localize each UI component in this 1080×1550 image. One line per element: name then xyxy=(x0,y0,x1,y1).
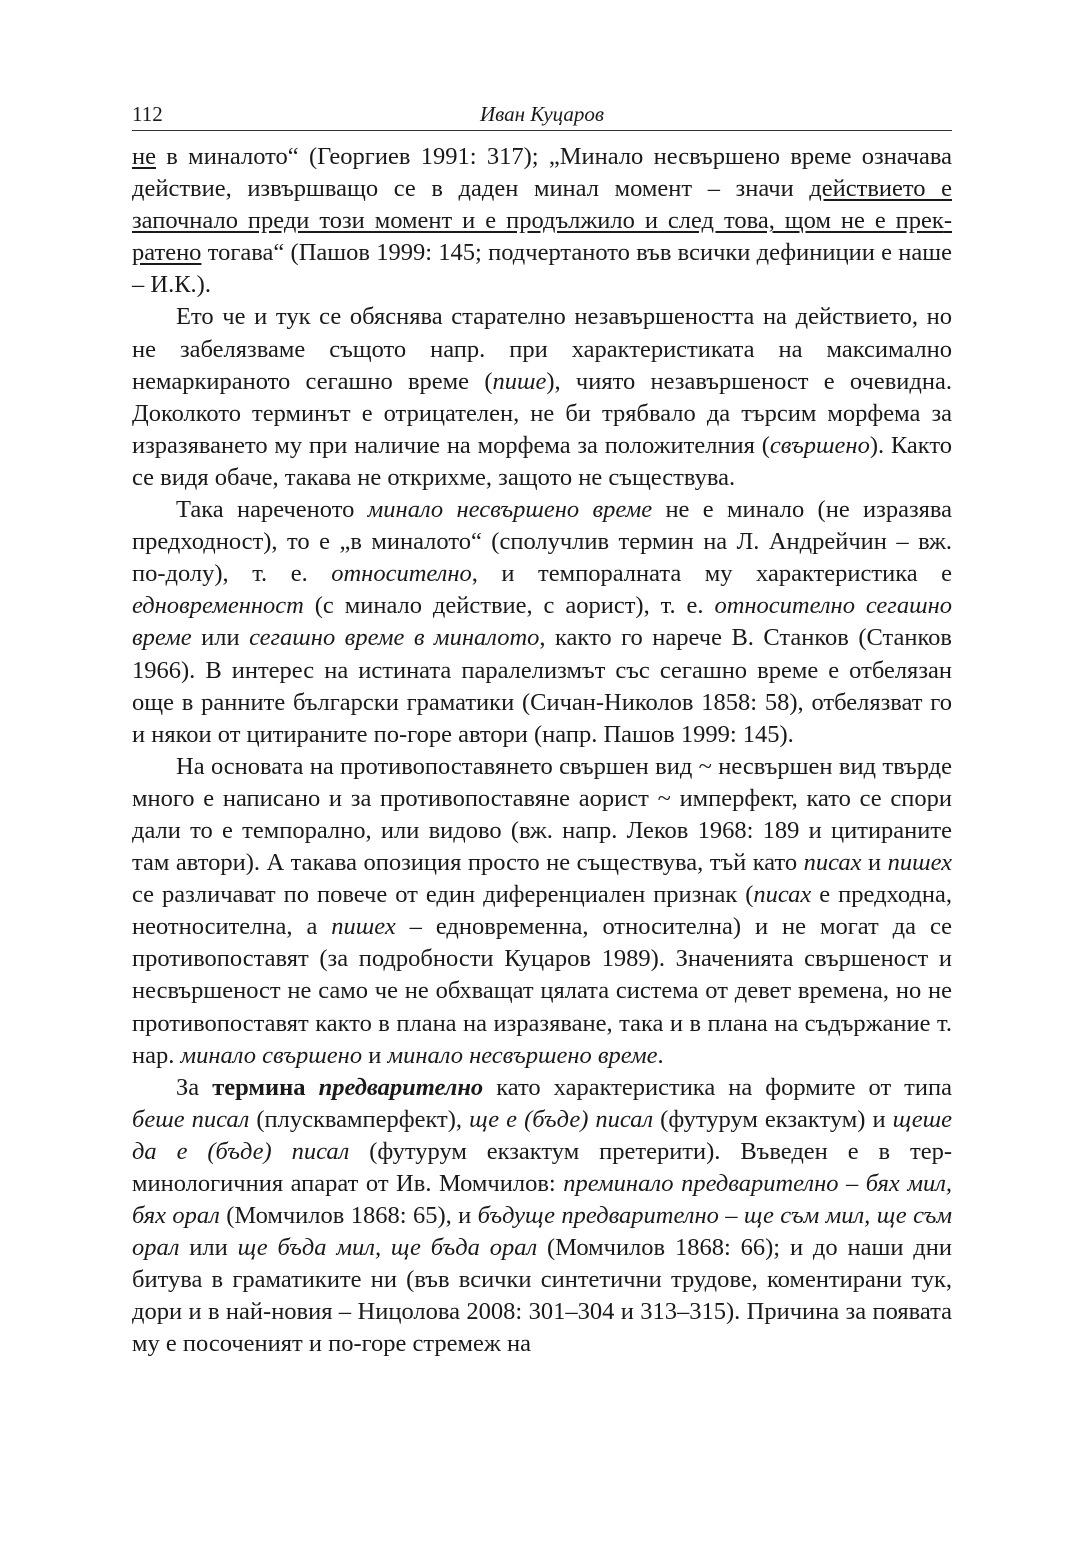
italic-text: бъдуще предварително – ще съм мил, ще съм орал xyxy=(132,1202,952,1262)
underlined-text: действието е започнало преди този момент и е продължило и след това, щом не е прекратено xyxy=(132,175,953,267)
text-run: (плусквамперфект), xyxy=(249,1105,470,1133)
text-run: не е минало (не изразява предходност), то е „в миналото“ (сполучлив термин на Л. Андрейчин – вж. по-долу), т. е. xyxy=(132,496,953,588)
italic-text: минало несвършено време xyxy=(367,496,653,524)
text-run: е предходна, неотносителна, а xyxy=(132,881,952,941)
text-run: (Момчилов 1868: 65), и xyxy=(219,1202,478,1230)
page-number: 112 xyxy=(132,102,163,126)
text-run: (с минало действие, с аорист), т. е. xyxy=(303,592,715,620)
italic-text: сегашно време в миналото xyxy=(249,624,540,652)
italic-text: минало несвършено време xyxy=(387,1041,658,1069)
paragraph xyxy=(132,141,952,301)
italic-text: ще бъда мил, ще бъда орал xyxy=(237,1234,538,1262)
text-run: Така нареченото xyxy=(176,496,368,524)
text-run: ). Както се видя обаче, такава не открихме, защото не съществува. xyxy=(132,431,953,491)
paragraph xyxy=(132,494,952,751)
underlined-text: не xyxy=(132,143,156,170)
text-run: . xyxy=(657,1041,664,1069)
book-page xyxy=(132,98,952,1361)
text-run: или xyxy=(191,624,250,652)
running-head-author: Иван Куцаров xyxy=(479,102,605,126)
text-run: тогава“ (Пашов 1999: 145; подчертаното във всички дефиниции е наше – И.К.). xyxy=(132,239,952,299)
text-run: и xyxy=(362,1041,388,1069)
italic-text: минало свършено xyxy=(180,1041,363,1069)
text-run: в миналото“ (Георгиев 1991: 317); „Минало несвършено време означава действие, извършващо се в даден минал момент – значи xyxy=(132,143,952,203)
bold-text: термина xyxy=(212,1073,319,1101)
text-run: (Момчилов 1868: 66); и до наши дни битува в граматиките ни (във всички синтетични трудове, коментирани тук, дори и в най-новия – Ницолова 2008: 301–304 и 313–315). Причина за появата му е посоченият и по-горе стремеж на xyxy=(132,1234,952,1358)
italic-text: щеше да е (бъде) писал xyxy=(132,1105,953,1165)
text-run: За xyxy=(176,1073,213,1101)
text-run: като характеристика на формите от типа xyxy=(483,1073,952,1101)
italic-text: беше писал xyxy=(132,1105,250,1133)
italic-text: пише xyxy=(492,367,547,395)
text-run: се различават по повече от един диференциален признак ( xyxy=(132,881,754,909)
italic-text: едновременност xyxy=(132,592,304,620)
italic-text: свършено xyxy=(769,431,870,459)
text-run: Ето че и тук се обяснява старателно незавършеността на действието, но не забелязваме същото напр. при характеристиката на максимално немаркираното сегашно време ( xyxy=(132,303,952,395)
paragraph xyxy=(132,1072,952,1361)
paragraph xyxy=(132,751,952,1072)
text-run: , и темпоралната му характеристика е xyxy=(471,560,952,588)
italic-text: ще е (бъде) писал xyxy=(469,1105,654,1133)
italic-text: относително xyxy=(331,560,472,588)
running-head xyxy=(132,98,952,131)
italic-text: преминало предварително – бях мил, бях орал xyxy=(132,1170,953,1230)
body-text xyxy=(132,141,952,1361)
text-run: (футурум екзактум претерити). Въведен е в терминологичния апарат от Ив. Момчилов: xyxy=(132,1137,952,1197)
text-run: (футурум екзактум) и xyxy=(653,1105,893,1133)
italic-text: относително сегашно време xyxy=(132,592,953,652)
text-run: На основата на противопоставянето свършен вид ~ несвършен вид твърде много е написано и за противопоставяне аорист ~ имперфект, като се спори дали то е темпорално, или видово (вж. напр. Леков 1968: 189 и цитираните там автори). А такава опозиция просто не съществува, тъй като xyxy=(132,752,952,877)
text-run: или xyxy=(179,1234,238,1262)
italic-text: пишех xyxy=(887,849,952,877)
italic-text: пишех xyxy=(331,913,396,941)
text-run: , както го нарече В. Станков (Станков 1966). В интерес на истината паралелизмът със сегашно време е отбелязан още в ранните български граматики (Сичан-Николов 1858: 58), отбелязват го и някои от цитираните по-горе автори (напр. Пашов 1999: 145). xyxy=(132,624,952,748)
text-run: – едновременна, относителна) и не могат да се противопоставят (за подробности Куцаров 1989). Значенията свършеност и несвършеност не само че не обхващат цялата система от девет времена, но не противопоставят както в плана на изразяване, така и в плана на съдържание т. нар. xyxy=(132,913,952,1069)
italic-text: писах xyxy=(803,849,862,877)
italic-text: писах xyxy=(753,881,812,909)
paragraph xyxy=(132,301,952,494)
bold-italic-text: предварително xyxy=(318,1073,484,1101)
text-run: ), чиято незавършеност е очевидна. Доколкото терминът е отрицателен, не би трябвало да търсим морфема за изразяването му при наличие на морфема за положителния ( xyxy=(132,367,952,459)
text-run: и xyxy=(861,849,888,877)
